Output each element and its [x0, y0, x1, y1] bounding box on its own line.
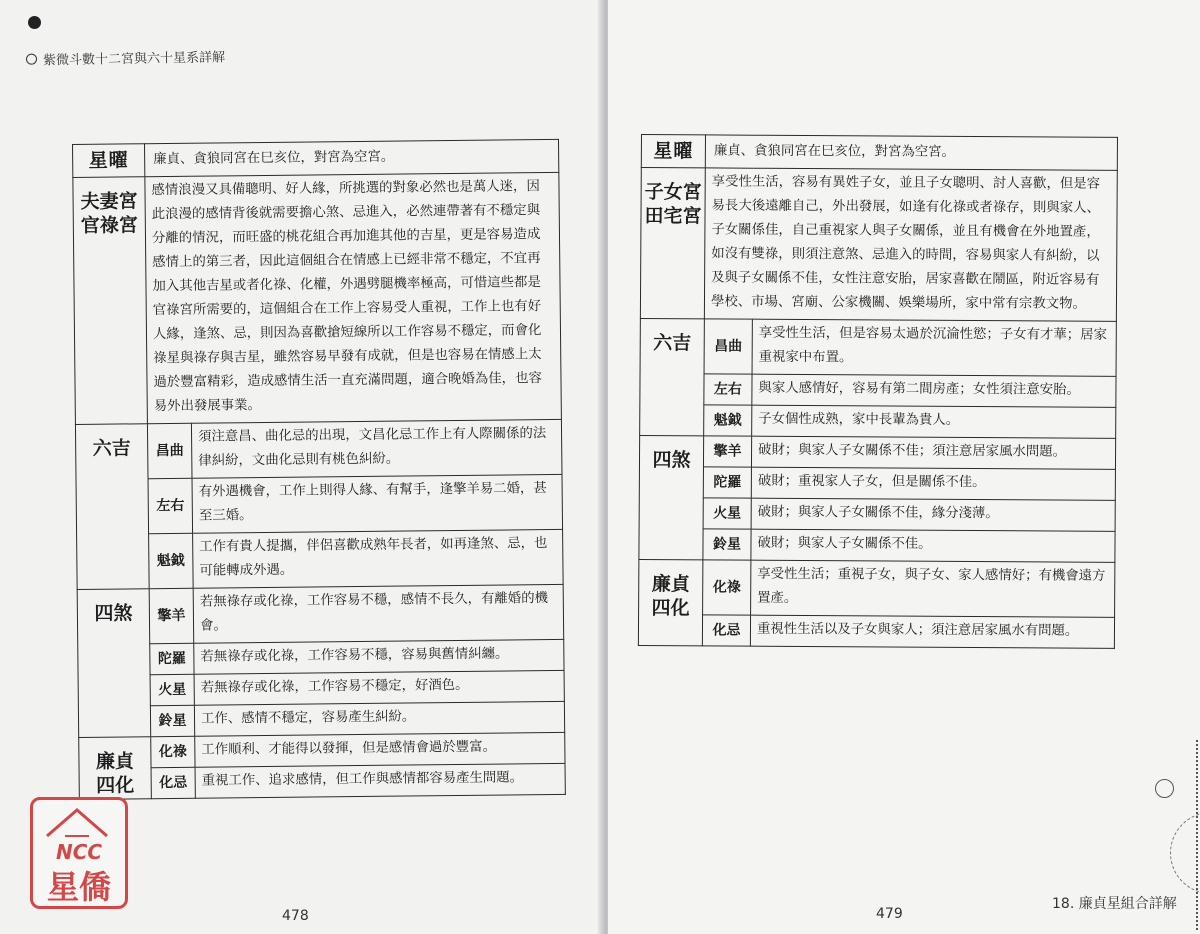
- head-label: 星曜: [641, 135, 705, 168]
- table-row: [79, 763, 565, 799]
- star-name: 昌曲: [147, 423, 192, 478]
- star-description: 若無祿存或化祿，工作容易不穩，感情不長久，有離婚的機會。: [193, 584, 564, 643]
- star-description: 工作、感情不穩定，容易產生糾紛。: [194, 701, 564, 736]
- star-description: 破財；與家人子女關係不佳。: [751, 529, 1115, 562]
- star-name: 魁鉞: [149, 533, 194, 588]
- star-name: 魁鉞: [704, 405, 752, 436]
- running-header: [26, 46, 225, 68]
- palace-label: [640, 168, 705, 319]
- table-row: [75, 419, 562, 479]
- header-dot: [28, 16, 41, 29]
- star-description: 若無祿存或化祿，工作容易不穩，容易與舊情糾纏。: [194, 639, 564, 674]
- label-line: 廉貞: [95, 750, 135, 773]
- star-name: 昌曲: [704, 319, 752, 374]
- palace-label: [73, 177, 148, 425]
- group-label: [638, 559, 703, 645]
- star-name: 左右: [148, 478, 193, 533]
- table-row: [640, 318, 1116, 376]
- label-line: 夫妻宮: [80, 190, 138, 213]
- table-row: [639, 435, 1115, 469]
- head-label: 星曜: [73, 144, 145, 178]
- star-description: 重視性生活以及子女與家人；須注意居家風水有問題。: [750, 615, 1114, 648]
- head-description: 廉貞、貪狼同宮在巳亥位，對宮為空宮。: [705, 135, 1117, 171]
- star-name: 陀羅: [703, 467, 751, 498]
- label-line: 子女宮: [644, 181, 702, 204]
- table-row: [77, 584, 564, 644]
- star-description: 與家人感情好，容易有第二間房產；女性須注意安胎。: [752, 374, 1116, 407]
- book-title: 紫微斗數十二宮與六十星系詳解: [42, 50, 226, 69]
- star-name: 化忌: [702, 615, 750, 646]
- table-head-row: [641, 135, 1117, 171]
- group-label: 四煞: [77, 589, 151, 738]
- table-row: [78, 639, 564, 675]
- star-name: 擎羊: [149, 588, 194, 643]
- palace-row: [640, 168, 1117, 322]
- table-row: [77, 529, 564, 589]
- watermark-ncc: NCC: [55, 840, 103, 864]
- palace-row: [73, 172, 562, 424]
- group-label: 六吉: [75, 424, 149, 590]
- star-description: 享受性生活；重視子女，與子女、家人感情好；有機會遠方置產。: [751, 560, 1115, 617]
- table-row: [639, 559, 1115, 617]
- star-name: 化祿: [703, 560, 751, 615]
- watermark-stamp: [30, 797, 128, 909]
- watermark-name: 星僑: [46, 868, 111, 906]
- star-name: 擎羊: [703, 436, 751, 467]
- roof-icon: [43, 806, 111, 840]
- palace-description: 享受性生活，容易有異姓子女，並且子女聰明、討人喜歡，但是容易長大後遠離自己，外出發展，如逢有化祿或者祿存，則與家人、子女關係佳，自己重視家人與子女關係，並且有機會在外地置產，如沒有雙祿，則須注意煞、忌進入的時間，容易與家人有糾紛，以及與子女關係不佳，女性注意安胎，居家喜歡在鬧區，附近容易有學校、市場、宮廟、公家機關、娛樂場所，家中常有宗教文物。: [704, 168, 1117, 322]
- table-row: [638, 614, 1114, 648]
- star-description: 重視工作、追求感情，但工作與感情都容易產生問題。: [195, 763, 565, 798]
- star-name: 火星: [703, 498, 751, 529]
- star-description: 工作順利、才能得以發揮，但是感情會過於豐富。: [195, 732, 565, 767]
- star-name: 化祿: [151, 736, 195, 767]
- star-description: 破財；重視家人子女，但是關係不佳。: [751, 467, 1115, 500]
- table-head-row: [73, 139, 559, 177]
- star-description: 工作有貴人提攜，伴侶喜歡成熟年長者，如再逢煞、忌，也可能轉成外遇。: [193, 529, 564, 588]
- star-name: 左右: [704, 374, 752, 405]
- star-name: 化忌: [151, 767, 195, 798]
- right-page-number: 479: [876, 906, 903, 922]
- head-description: 廉貞、貪狼同宮在巳亥位，對宮為空宮。: [145, 139, 559, 176]
- table-row: [640, 404, 1116, 438]
- star-description: 享受性生活，但是容易太過於沉淪性慾；子女有才華；居家重視家中布置。: [752, 319, 1116, 376]
- star-name: 陀羅: [150, 643, 194, 674]
- star-description: 子女個性成熟，家中長輩為貴人。: [752, 405, 1116, 438]
- label-line: 四化: [651, 597, 690, 620]
- table-row: [639, 497, 1115, 531]
- table-row: [79, 732, 565, 768]
- table-row: [639, 528, 1115, 562]
- table-row: [639, 466, 1115, 500]
- right-star-table: [638, 134, 1118, 649]
- label-line: 四化: [96, 774, 135, 797]
- decorative-ring: [1155, 779, 1174, 798]
- star-description: 有外遇機會，工作上則得人緣、有幫手，逢擎羊易二婚，甚至三婚。: [192, 474, 563, 533]
- star-description: 破財；與家人子女關係不佳，緣分淺薄。: [751, 498, 1115, 531]
- left-star-table: [72, 139, 566, 800]
- table-row: [76, 474, 563, 534]
- group-label: 四煞: [639, 435, 704, 559]
- label-line: 田宅宮: [644, 205, 702, 228]
- table-row: [78, 701, 564, 737]
- group-label: 六吉: [640, 318, 705, 435]
- star-description: 須注意昌、曲化忌的出現，文昌化忌工作上有人際關係的法律糾紛，文曲化忌則有桃色糾紛。: [191, 419, 562, 478]
- table-row: [78, 670, 564, 706]
- label-line: 官祿宮: [80, 214, 138, 237]
- star-description: 若無祿存或化祿，工作容易不穩定，好酒色。: [194, 670, 564, 705]
- star-name: 鈴星: [150, 705, 194, 736]
- left-page-number: 478: [282, 908, 309, 924]
- star-name: 火星: [150, 674, 194, 705]
- chapter-footer: 18. 廉貞星組合詳解: [1052, 896, 1177, 912]
- label-line: 廉貞: [651, 573, 690, 596]
- star-description: 破財；與家人子女關係不佳；須注意居家風水問題。: [751, 436, 1115, 469]
- circle-icon: [26, 54, 37, 65]
- table-row: [640, 373, 1116, 407]
- group-label: [79, 737, 152, 800]
- star-name: 鈴星: [703, 529, 751, 560]
- palace-description: 感情浪漫又具備聰明、好人緣，所挑選的對象必然也是萬人迷，因此浪漫的感情背後就需要擔心煞、忌進入，必然連帶著有不穩定與分離的情況，而旺盛的桃花組合再加進其他的吉星，更是容易造成感情上的第三者，因此這個組合在情感上已經非常不穩定，不宜再加入其他吉星或者化祿、化權，外遇劈腿機率極高，可惜這些都是官祿宮所需要的，這個組合在工作上容易受人重視，工作上也有好人緣，逢煞、忌，則因為喜歡搶短線所以工作容易不穩定，而會化祿星與祿存與吉星，雖然容易早發有成就，但是也容易在情感上太過於豐富精彩，造成感情生活一直充滿問題，適合晚婚為佳，也容易外出發展事業。: [145, 172, 562, 423]
